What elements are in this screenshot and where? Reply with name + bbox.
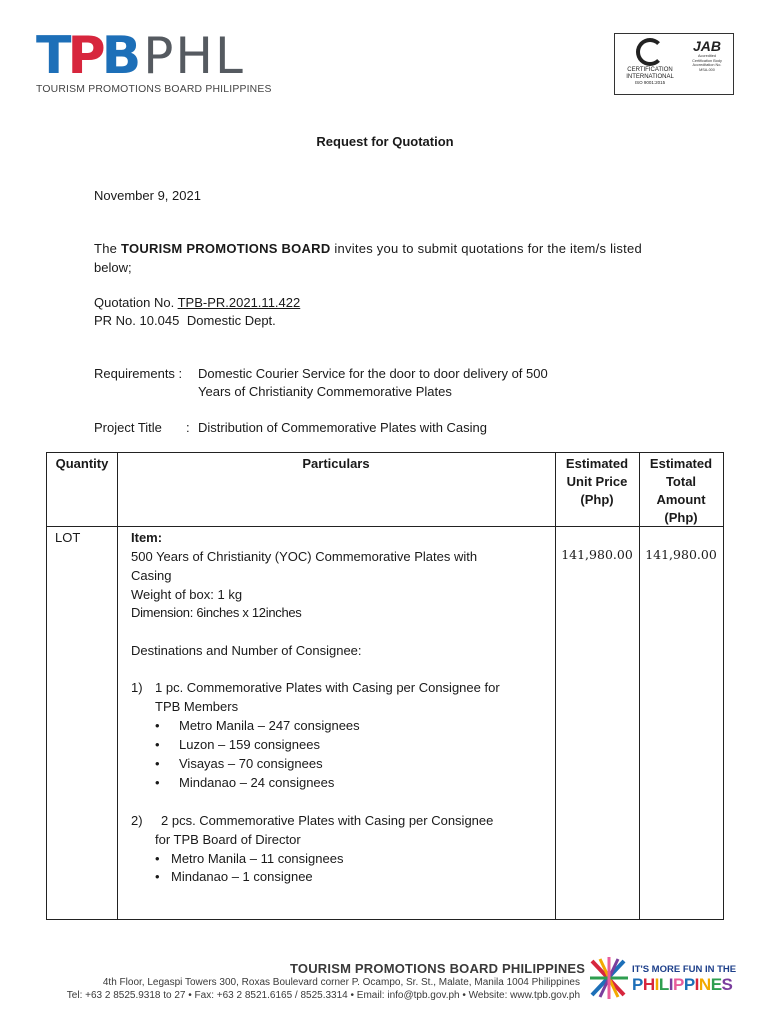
requirements-label: Requirements : xyxy=(94,366,183,381)
item-desc2: Casing xyxy=(131,568,172,583)
logo-letter-b: B xyxy=(101,26,138,86)
logo-subtitle: TOURISM PROMOTIONS BOARD PHILIPPINES xyxy=(36,84,272,95)
slogan-letter: I xyxy=(668,975,673,994)
group1-number: 1) xyxy=(131,680,143,695)
group1-bullet-1: • Metro Manila – 247 consignees xyxy=(155,718,360,733)
col-divider-2 xyxy=(555,453,556,919)
intro-line2: below; xyxy=(94,260,132,275)
header-total-l4: (Php) xyxy=(664,510,698,525)
header-total-l3: Amount xyxy=(656,492,706,507)
item-label: Item: xyxy=(131,530,163,545)
header-unit-price xyxy=(555,455,639,509)
jab-small4: MSA-000 xyxy=(699,67,715,72)
logo-suffix: PHL xyxy=(143,27,245,85)
tpb-phl-logo xyxy=(36,26,276,100)
ci-logo xyxy=(619,38,681,85)
quotation-line xyxy=(94,294,300,313)
slogan-letter: P xyxy=(683,975,695,994)
weave-icon xyxy=(588,955,630,1001)
intro-org: TOURISM PROMOTIONS BOARD xyxy=(121,241,331,256)
group1-line1: 1 pc. Commemorative Plates with Casing per Consignee for xyxy=(155,680,500,695)
header-particulars: Particulars xyxy=(302,456,370,471)
requirements-line2: Years of Christianity Commemorative Plates xyxy=(198,384,452,399)
cert-line2: INTERNATIONAL xyxy=(626,73,674,80)
cert-iso: ISO 9001:2015 xyxy=(634,80,666,85)
header-unit-price-l3: (Php) xyxy=(580,492,614,507)
slogan-philippines xyxy=(632,975,732,994)
item-desc1: 500 Years of Christianity (YOC) Commemorative Plates with xyxy=(131,549,478,564)
group2-line2: for TPB Board of Director xyxy=(155,832,301,847)
group2-number: 2) xyxy=(131,813,143,828)
header-total-l2: Total xyxy=(665,474,697,489)
slogan-letter: I xyxy=(694,975,699,994)
row-quantity: LOT xyxy=(55,530,81,545)
header-row-divider xyxy=(47,526,723,527)
footer-contact: Tel: +63 2 8525.9318 to 27 • Fax: +63 2 8521.6165 / 8525.3314 • Email: info@tpb.gov.ph • Website: www.tpb.gov.ph xyxy=(66,990,580,1001)
requirements-line1: Domestic Courier Service for the door to door delivery of 500 xyxy=(198,366,548,381)
logo-letter-p: P xyxy=(67,26,102,86)
group1-item-text: Mindanao – 24 consignees xyxy=(179,775,335,790)
group1-item-text: Luzon – 159 consignees xyxy=(179,737,320,752)
quotation-number: TPB-PR.2021.11.422 xyxy=(177,295,301,310)
slogan-letter: E xyxy=(710,975,722,994)
group2-item-text: Metro Manila – 11 consignees xyxy=(171,851,344,866)
group1-bullet-3: • Visayas – 70 consignees xyxy=(155,756,323,771)
pr-label: PR No. xyxy=(94,313,136,328)
header-unit-price-l2: Unit Price xyxy=(566,474,628,489)
header-quantity: Quantity xyxy=(55,456,109,471)
col-divider-1 xyxy=(117,453,118,919)
group1-item-text: Metro Manila – 247 consignees xyxy=(179,718,360,733)
quotation-table xyxy=(46,452,724,920)
ci-ring-icon xyxy=(636,38,664,66)
pr-number: 10.045 xyxy=(139,313,180,328)
footer-address: 4th Floor, Legaspi Towers 300, Roxas Boulevard corner P. Ocampo, Sr. St., Malate, Manila 1004 Philippines xyxy=(102,977,580,988)
slogan-letter: L xyxy=(658,975,669,994)
group1-line2: TPB Members xyxy=(155,699,239,714)
its-more-fun-logo xyxy=(588,955,738,1001)
group2-item-text: Mindanao – 1 consignee xyxy=(171,869,313,884)
row-unit-price: 141,980.00 xyxy=(561,547,633,562)
group2-line1: 2 pcs. Commemorative Plates with Casing per Consignee xyxy=(161,813,494,828)
project-title-label: Project Title xyxy=(94,420,162,435)
header-total xyxy=(639,455,723,527)
project-title-value: Distribution of Commemorative Plates with Casing xyxy=(198,420,487,435)
slogan-bottom xyxy=(632,975,732,995)
jab-small3: Accreditation No. xyxy=(692,63,722,67)
jab-logo xyxy=(683,38,731,72)
pr-dept: Domestic Dept. xyxy=(186,313,276,328)
group1-bullet-2: • Luzon – 159 consignees xyxy=(155,737,320,752)
group1-bullet-4: • Mindanao – 24 consignees xyxy=(155,775,335,790)
destinations-heading: Destinations and Number of Consignee: xyxy=(131,643,362,658)
row-total: 141,980.00 xyxy=(645,547,717,562)
group1-item-text: Visayas – 70 consignees xyxy=(179,756,323,771)
logo-letter-t: T xyxy=(36,26,68,86)
jab-mark: JAB xyxy=(692,38,721,54)
jab-small1: Accredited xyxy=(698,54,716,58)
slogan-letter: P xyxy=(672,975,684,994)
item-dimension: Dimension: 6inches x 12inches xyxy=(131,605,302,620)
slogan-letter: I xyxy=(654,975,659,994)
quotation-label: Quotation No. xyxy=(94,295,175,310)
group2-bullet-1: • Metro Manila – 11 consignees xyxy=(155,851,344,866)
jab-small2: Certification Body xyxy=(692,58,722,63)
project-title-colon: : xyxy=(186,420,190,435)
slogan-top: IT'S MORE FUN IN THE xyxy=(632,964,737,975)
slogan-letter: N xyxy=(698,975,711,994)
intro-line1 xyxy=(94,240,642,259)
logo-letters xyxy=(36,26,276,86)
date: November 9, 2021 xyxy=(94,188,201,203)
intro-post: invites you to submit quotations for the item/s listed xyxy=(334,241,642,256)
page-title: Request for Quotation xyxy=(316,134,454,149)
group2-bullet-2: • Mindanao – 1 consignee xyxy=(155,869,313,884)
footer-org: TOURISM PROMOTIONS BOARD PHILIPPINES xyxy=(290,961,586,976)
slogan-letter: H xyxy=(642,975,655,994)
pr-line xyxy=(94,312,276,331)
intro-pre: The xyxy=(94,241,118,256)
header-unit-price-l1: Estimated xyxy=(565,456,629,471)
slogan-letter: P xyxy=(632,975,643,994)
certification-badge xyxy=(614,33,734,95)
cert-line1: CERTIFICATION xyxy=(627,67,673,73)
header-total-l1: Estimated xyxy=(649,456,713,471)
slogan-letter: S xyxy=(721,975,733,994)
item-weight: Weight of box: 1 kg xyxy=(131,587,243,602)
